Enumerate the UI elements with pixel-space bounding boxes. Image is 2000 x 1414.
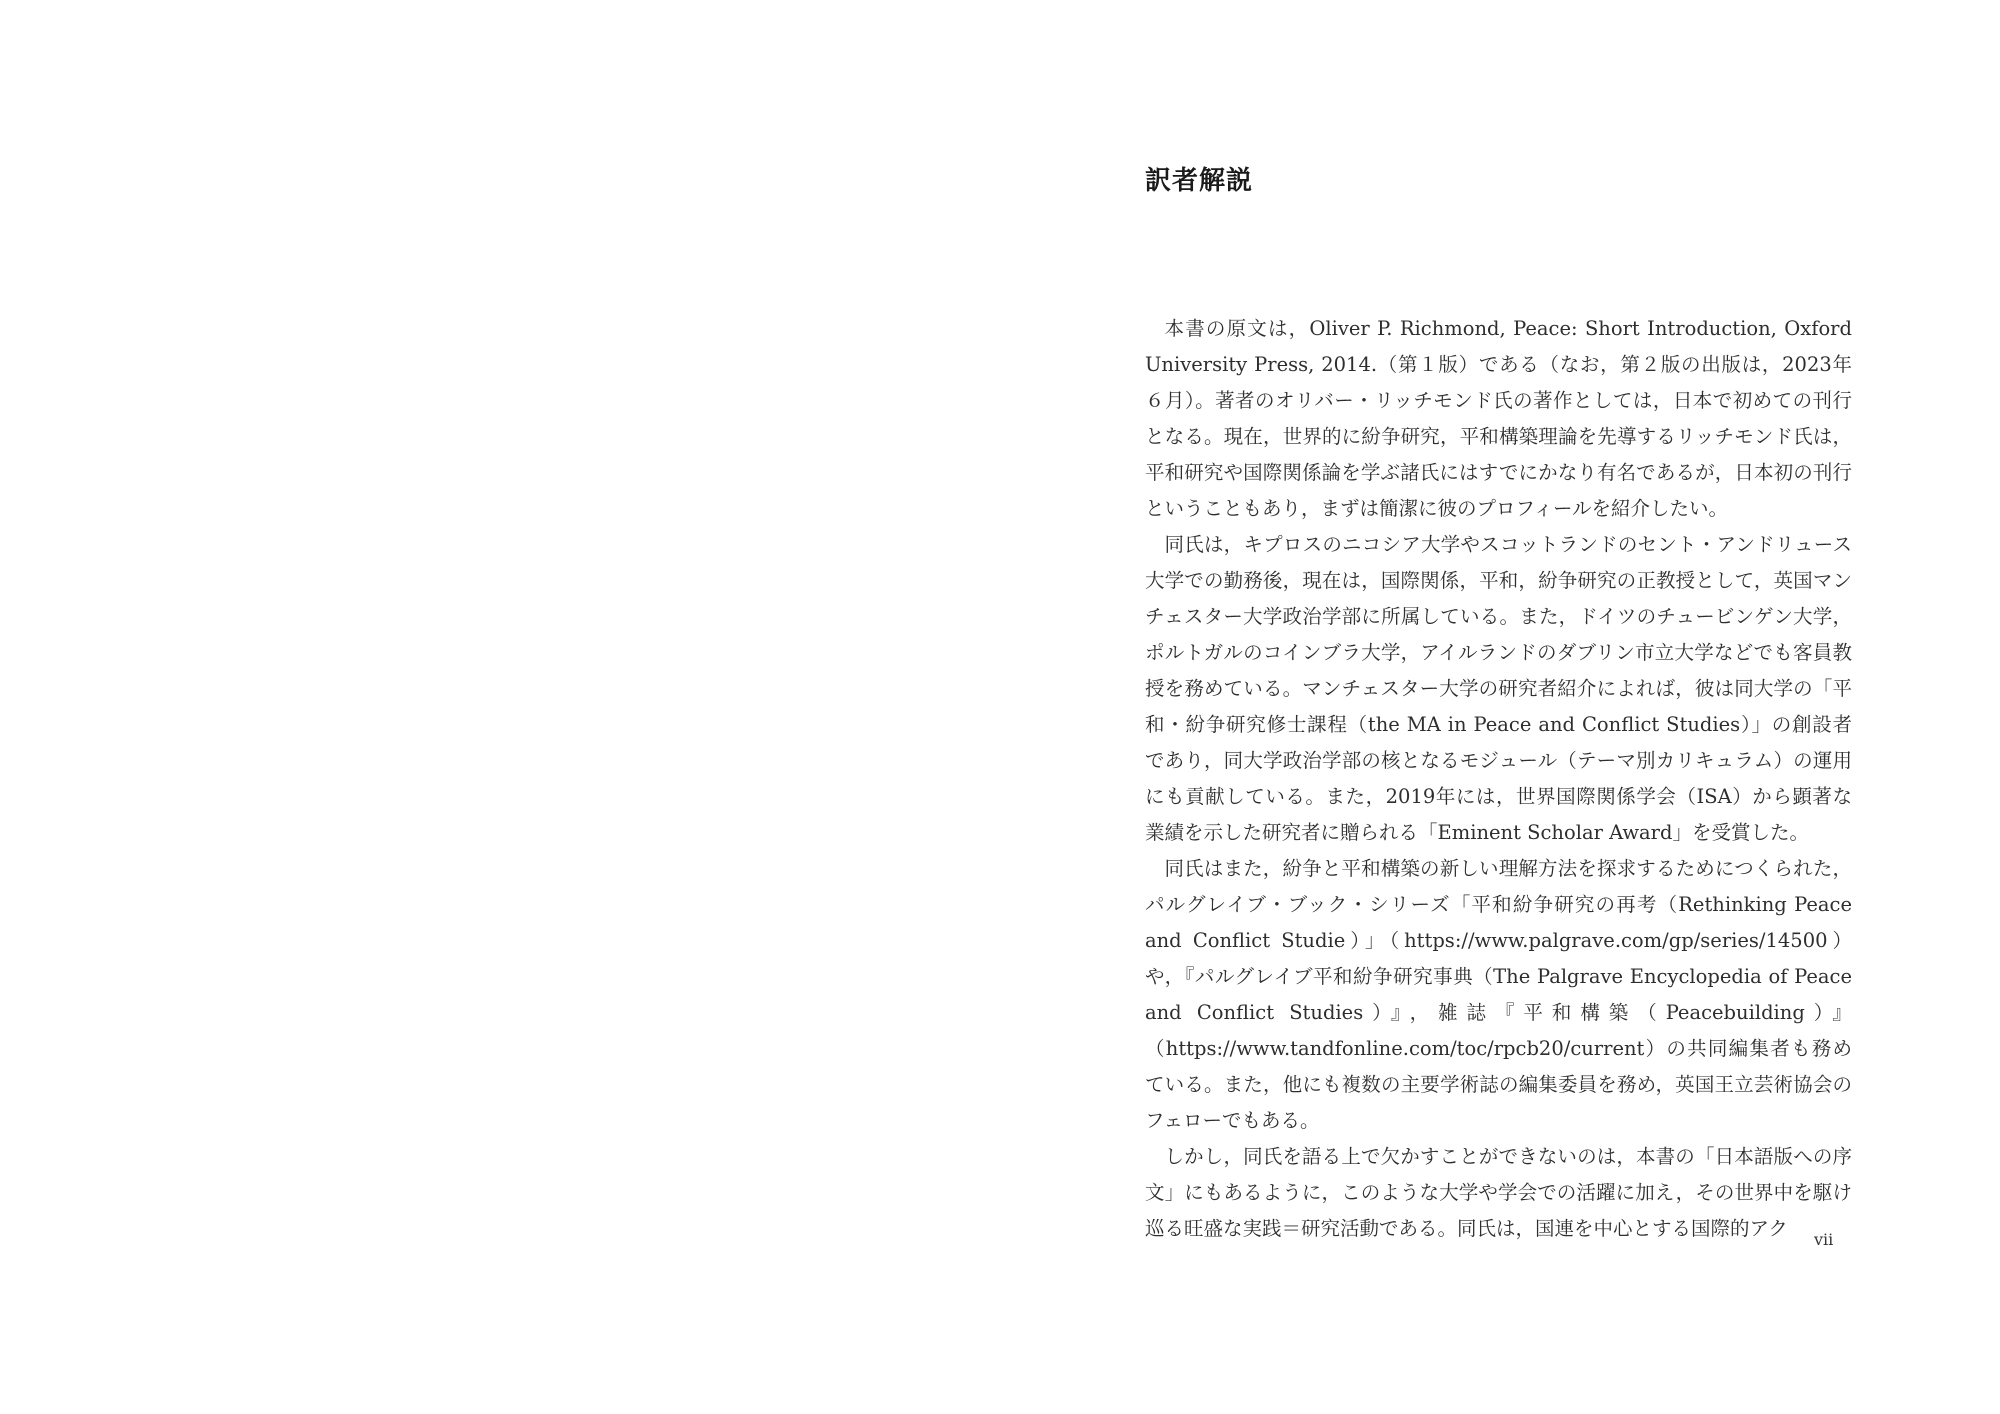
paragraph-3: 同氏はまた，紛争と平和構築の新しい理解方法を探求するためにつくられた，パルグレイブ・ブック・シリーズ「平和紛争研究の再考（Rethinking Peace and Conflict Studie）」（https://www.palgrave.com/gp/series/14500）や，『パルグレイブ平和紛争研究事典（The Palgrave Encyclopedia of Peace and Conflict Studies）』，雑誌『平和構築（Peacebuilding）』（https://www.tandfonline.com/toc/rpcb20/current）の共同編集者も務めている。また，他にも複数の主要学術誌の編集委員を務め，英国王立芸術協会のフェローでもある。: [1145, 857, 1852, 1132]
section-heading: 訳者解説: [1145, 166, 1254, 196]
paragraph-1: 本書の原文は，Oliver P. Richmond, Peace: Short Introduction, Oxford University Press, 2014.（第１版）である（なお，第２版の出版は，2023年６月）。著者のオリバー・リッチモンド氏の著作としては，日本で初めての刊行となる。現在，世界的に紛争研究，平和構築理論を先導するリッチモンド氏は，平和研究や国際関係論を学ぶ諸氏にはすでにかなり有名であるが，日本初の刊行ということもあり，まずは簡潔に彼のプロフィールを紹介したい。: [1145, 317, 1852, 520]
paragraph-4: しかし，同氏を語る上で欠かすことができないのは，本書の「日本語版への序文」にもあるように，このような大学や学会での活躍に加え，その世界中を駆け巡る旺盛な実践＝研究活動である。同氏は，国連を中心とする国際的アク: [1145, 1145, 1852, 1240]
body-text: [1145, 311, 1852, 1247]
paragraph-2: 同氏は，キプロスのニコシア大学やスコットランドのセント・アンドリュース大学での勤務後，現在は，国際関係，平和，紛争研究の正教授として，英国マンチェスター大学政治学部に所属している。また，ドイツのチュービンゲン大学，ポルトガルのコインブラ大学，アイルランドのダブリン市立大学などでも客員教授を務めている。マンチェスター大学の研究者紹介によれば，彼は同大学の「平和・紛争研究修士課程（the MA in Peace and Conflict Studies）」の創設者であり，同大学政治学部の核となるモジュール（テーマ別カリキュラム）の運用にも貢献している。また，2019年には，世界国際関係学会（ISA）から顕著な業績を示した研究者に贈られる「Eminent Scholar Award」を受賞した。: [1145, 533, 1852, 844]
page-number: vii: [1814, 1230, 1834, 1249]
